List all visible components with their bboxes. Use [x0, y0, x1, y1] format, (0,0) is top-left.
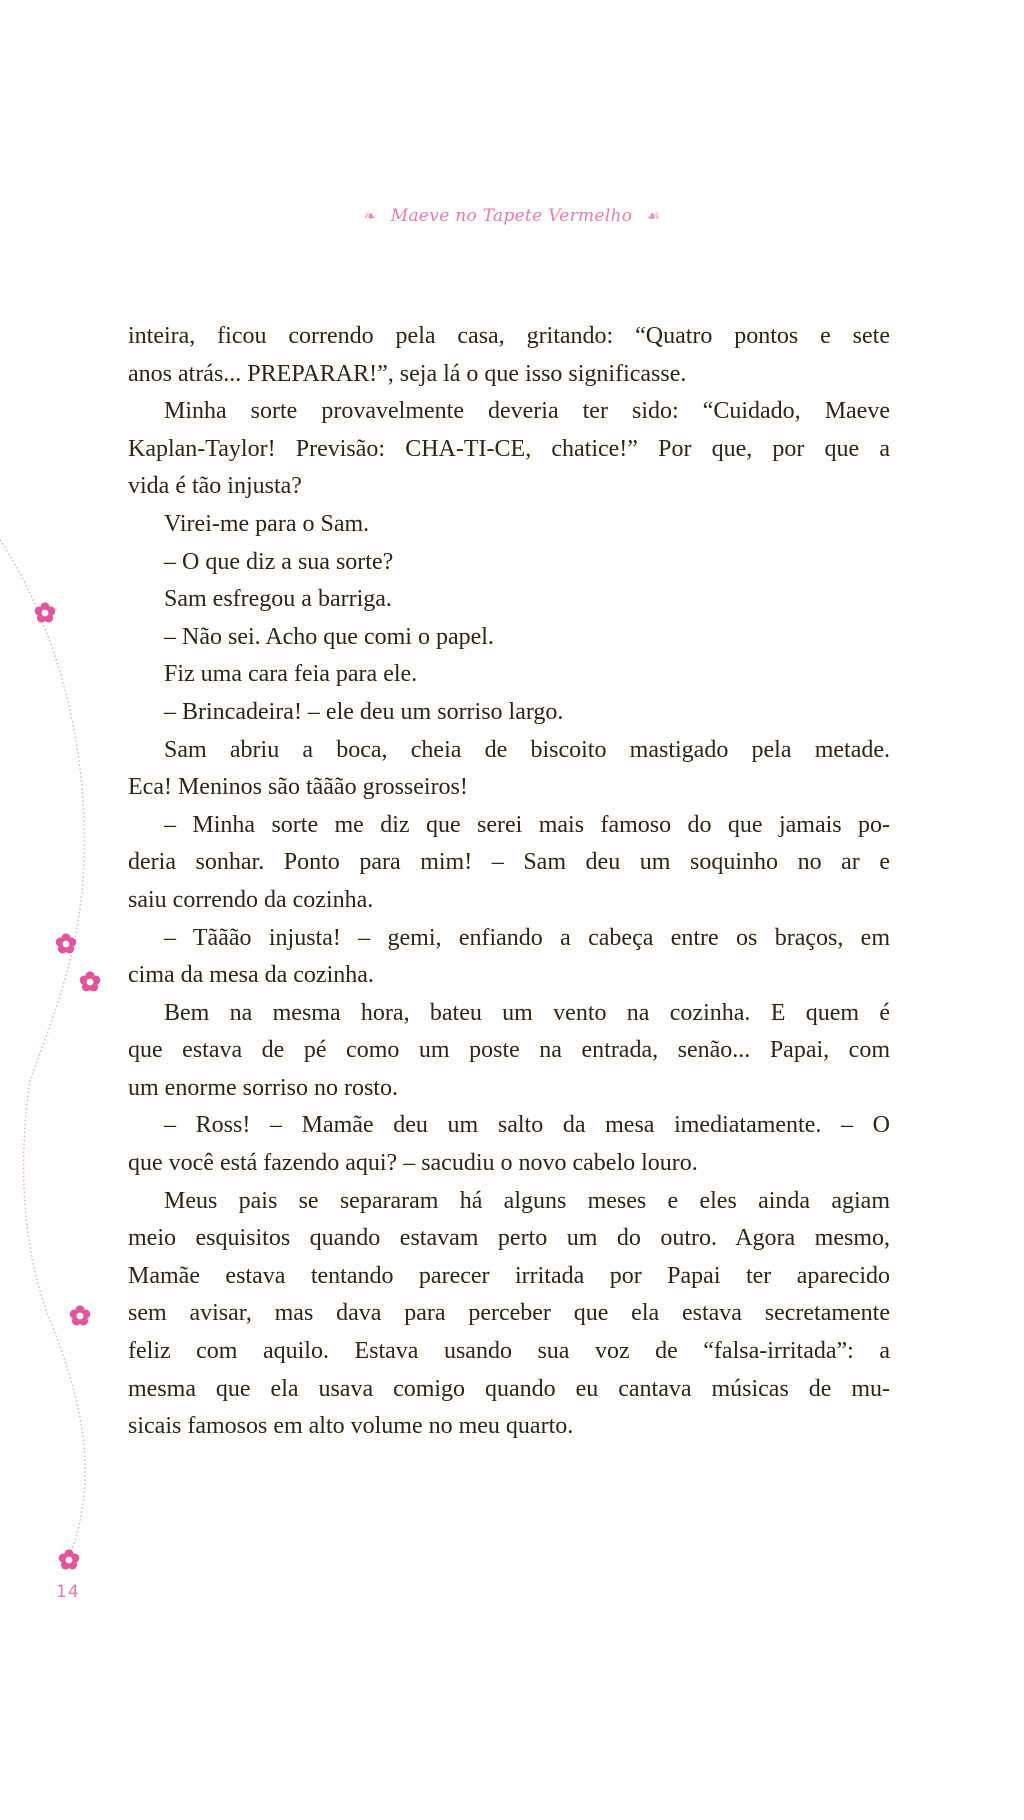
text-line: – O que diz a sua sorte?	[164, 548, 394, 575]
page-number: 14	[56, 1582, 80, 1602]
text-line: feliz com aquilo. Estava usando sua voz de “falsa-irritada”: a	[128, 1338, 890, 1365]
text-line: saiu correndo da cozinha.	[128, 886, 374, 913]
text-line: Kaplan-Taylor! Previsão: CHA-TI-CE, chatice!” Por que, por que a	[128, 435, 890, 462]
text-line: deria sonhar. Ponto para mim! – Sam deu um soquinho no ar e	[128, 849, 890, 876]
flower-icon	[80, 971, 101, 991]
dotted-vine-lower	[24, 1080, 86, 1560]
text-line: – Não sei. Acho que comi o papel.	[164, 623, 494, 650]
text-line: – Tããão injusta! – gemi, enfiando a cabeça entre os braços, em	[164, 924, 890, 951]
flower-icon	[56, 933, 77, 953]
text-line: Minha sorte provavelmente deveria ter sido: “Cuidado, Maeve	[164, 398, 890, 425]
flourish-left-icon: ❧	[363, 207, 377, 225]
text-line: – Minha sorte me diz que serei mais famoso do que jamais po-	[164, 811, 890, 838]
text-line: um enorme sorriso no rosto.	[128, 1074, 398, 1101]
text-line: Sam abriu a boca, cheia de biscoito mastigado pela metade.	[164, 736, 890, 763]
body-text	[128, 318, 890, 1446]
flourish-right-icon: ☙	[646, 207, 661, 225]
text-line: meio esquisitos quando estavam perto um do outro. Agora mesmo,	[128, 1225, 890, 1252]
text-line: cima da mesa da cozinha.	[128, 962, 374, 989]
text-line: mesma que ela usava comigo quando eu cantava músicas de mu-	[128, 1375, 890, 1402]
text-line: anos atrás... PREPARAR!”, seja lá o que isso significasse.	[128, 360, 687, 387]
text-line: Sam esfregou a barriga.	[164, 586, 392, 613]
running-head	[0, 206, 1024, 226]
text-line: – Brincadeira! – ele deu um sorriso largo.	[164, 698, 564, 725]
text-line: – Ross! – Mamãe deu um salto da mesa imediatamente. – O	[164, 1112, 890, 1139]
text-line: que você está fazendo aqui? – sacudiu o novo cabelo louro.	[128, 1150, 698, 1177]
text-line: sem avisar, mas dava para perceber que ela estava secretamente	[128, 1300, 890, 1327]
text-line: inteira, ficou correndo pela casa, gritando: “Quatro pontos e sete	[128, 323, 890, 349]
text-line: vida é tão injusta?	[128, 473, 302, 500]
flower-icon	[59, 1549, 80, 1569]
text-line: Eca! Meninos são tããão grosseiros!	[128, 774, 468, 801]
flower-icon	[35, 602, 56, 622]
text-line: Fiz uma cara feia para ele.	[164, 661, 418, 688]
text-line: Mamãe estava tentando parecer irritada por Papai ter aparecido	[128, 1262, 890, 1289]
book-title: Maeve no Tapete Vermelho	[390, 206, 633, 226]
dotted-vine-upper	[0, 540, 84, 1080]
text-line: que estava de pé como um poste na entrada, senão... Papai, com	[128, 1037, 890, 1064]
text-line: Bem na mesma hora, bateu um vento na cozinha. E quem é	[164, 999, 890, 1026]
flower-icon	[70, 1305, 91, 1325]
text-line: Virei-me para o Sam.	[164, 510, 370, 537]
vine-decoration	[0, 0, 140, 1820]
text-line: sicais famosos em alto volume no meu quarto.	[128, 1413, 574, 1440]
text-line: Meus pais se separaram há alguns meses e eles ainda agiam	[164, 1187, 890, 1214]
